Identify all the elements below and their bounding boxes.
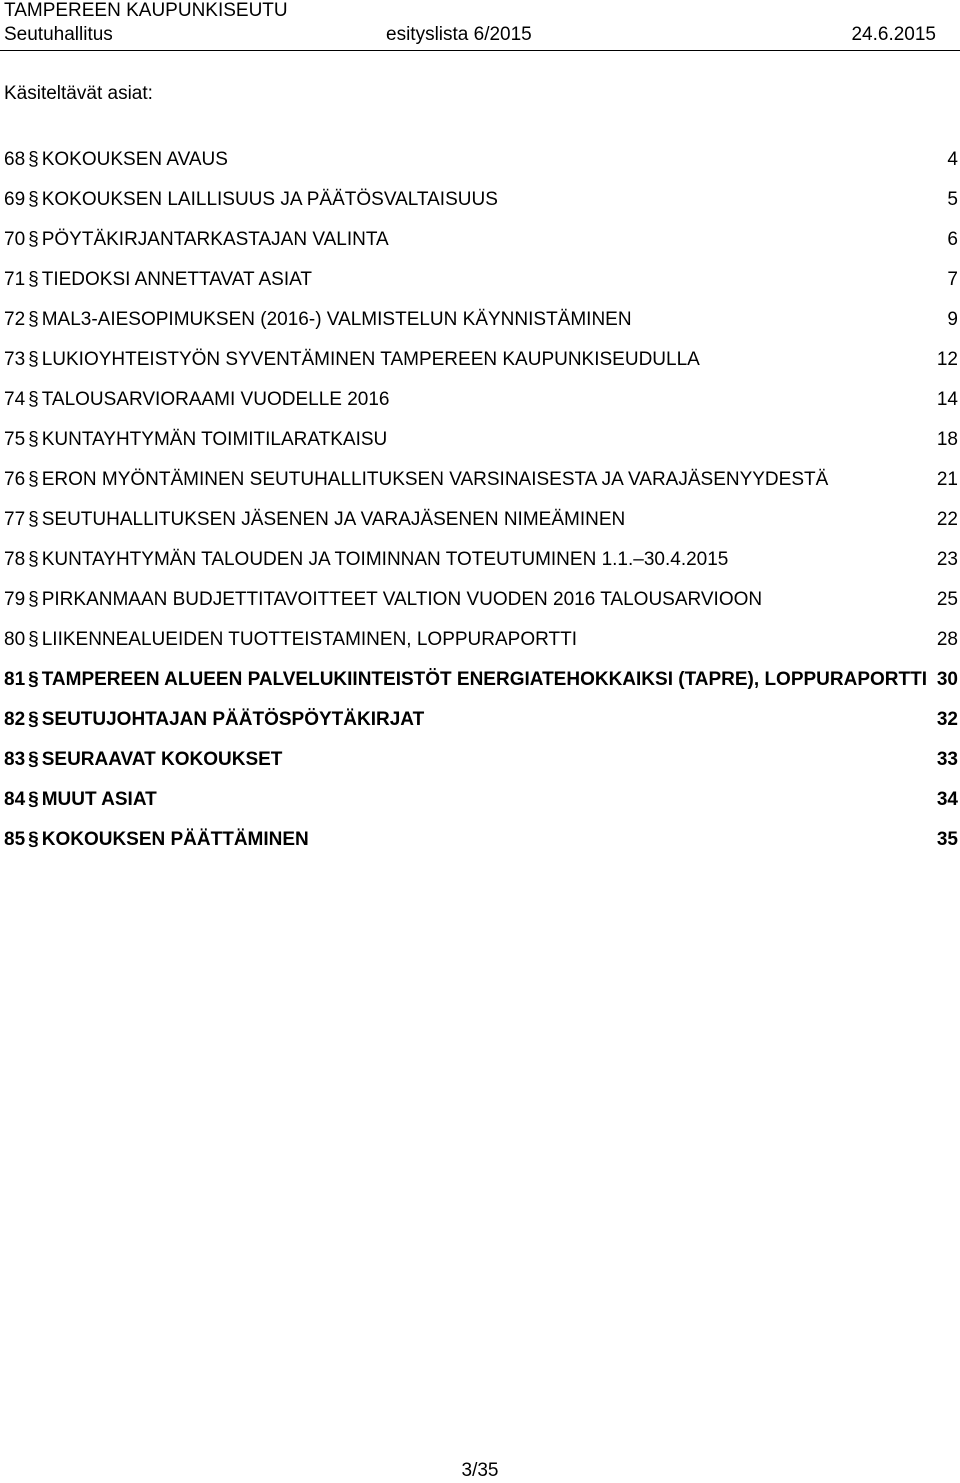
agenda-item[interactable]: [4, 228, 958, 268]
section-symbol: §: [28, 389, 39, 410]
agenda-item-page: 7: [947, 269, 958, 290]
section-symbol: §: [28, 229, 39, 250]
agenda-item[interactable]: [4, 268, 958, 308]
section-symbol: §: [28, 149, 39, 170]
page-header: [4, 0, 936, 48]
section-symbol: §: [28, 509, 39, 530]
agenda-item-title: SEUTUHALLITUKSEN JÄSENEN JA VARAJÄSENEN NIMEÄMINEN: [41, 509, 626, 530]
agenda-item-page: 12: [936, 349, 958, 370]
header-divider: [0, 50, 960, 51]
agenda-item[interactable]: [4, 748, 958, 788]
agenda-item-page: 14: [936, 389, 958, 410]
section-symbol: §: [28, 629, 39, 650]
agenda-item[interactable]: [4, 508, 958, 548]
agenda-item-number: 76: [4, 469, 26, 490]
agenda-item-title: SEUTUJOHTAJAN PÄÄTÖSPÖYTÄKIRJAT: [41, 709, 425, 730]
agenda-item-number: 74: [4, 389, 26, 410]
agenda-item-page: 22: [936, 509, 958, 530]
agenda-item-page: 33: [936, 749, 958, 770]
agenda-item-number: 83: [4, 749, 26, 770]
section-symbol: §: [28, 549, 39, 570]
agenda-item-number: 81: [4, 669, 26, 690]
section-title: Käsiteltävät asiat:: [4, 83, 153, 104]
agenda-item-title: MUUT ASIAT: [41, 789, 157, 810]
agenda-item[interactable]: [4, 668, 958, 708]
agenda-item-number: 71: [4, 269, 26, 290]
agenda-item[interactable]: [4, 588, 958, 628]
agenda-item-number: 79: [4, 589, 26, 610]
section-symbol: §: [28, 829, 39, 850]
agenda-item-page: 18: [936, 429, 958, 450]
agenda-item-number: 68: [4, 149, 26, 170]
section-symbol: §: [28, 469, 39, 490]
agenda-item-title: KOKOUKSEN AVAUS: [41, 149, 228, 170]
agenda-item-page: 28: [936, 629, 958, 650]
agenda-item-number: 78: [4, 549, 26, 570]
unit-name: Seutuhallitus: [4, 24, 113, 45]
agenda-item[interactable]: [4, 348, 958, 388]
header-line-1: [4, 0, 936, 24]
agenda-item-title: LIIKENNEALUEIDEN TUOTTEISTAMINEN, LOPPURAPORTTI: [41, 629, 577, 650]
agenda-item-page: 25: [936, 589, 958, 610]
agenda-item-page: 6: [947, 229, 958, 250]
agenda-item-number: 73: [4, 349, 26, 370]
header-line-2: [4, 24, 936, 48]
agenda-item[interactable]: [4, 828, 958, 868]
section-symbol: §: [28, 749, 39, 770]
agenda-item-number: 82: [4, 709, 26, 730]
agenda-item-title: PÖYTÄKIRJANTARKASTAJAN VALINTA: [41, 229, 389, 250]
agenda-item-page: 34: [936, 789, 958, 810]
agenda-item-page: 5: [947, 189, 958, 210]
agenda-item-number: 77: [4, 509, 26, 530]
section-symbol: §: [28, 309, 39, 330]
agenda-item[interactable]: [4, 188, 958, 228]
agenda-item[interactable]: [4, 788, 958, 828]
section-symbol: §: [28, 789, 39, 810]
section-symbol: §: [28, 589, 39, 610]
agenda-item[interactable]: [4, 468, 958, 508]
page-number: 3/35: [461, 1460, 499, 1481]
section-symbol: §: [28, 349, 39, 370]
organization-name: TAMPEREEN KAUPUNKISEUTU: [4, 0, 288, 21]
section-symbol: §: [28, 269, 39, 290]
agenda-item-page: 4: [947, 149, 958, 170]
agenda-item-title: MAL3-AIESOPIMUKSEN (2016-) VALMISTELUN KÄYNNISTÄMINEN: [41, 309, 632, 330]
section-symbol: §: [28, 669, 39, 690]
agenda-item-title: KUNTAYHTYMÄN TALOUDEN JA TOIMINNAN TOTEUTUMINEN 1.1.–30.4.2015: [41, 549, 729, 570]
section-symbol: §: [28, 429, 39, 450]
agenda-item-title: KOKOUKSEN LAILLISUUS JA PÄÄTÖSVALTAISUUS: [41, 189, 498, 210]
agenda-item-number: 80: [4, 629, 26, 650]
agenda-item-page: 35: [936, 829, 958, 850]
agenda-item[interactable]: [4, 628, 958, 668]
agenda-item-page: 9: [947, 309, 958, 330]
agenda-item[interactable]: [4, 708, 958, 748]
agenda-item-number: 84: [4, 789, 26, 810]
agenda-item-title: PIRKANMAAN BUDJETTITAVOITTEET VALTION VUODEN 2016 TALOUSARVIOON: [41, 589, 763, 610]
agenda-item-title: LUKIOYHTEISTYÖN SYVENTÄMINEN TAMPEREEN KAUPUNKISEUDULLA: [41, 349, 700, 370]
agenda-item-number: 75: [4, 429, 26, 450]
agenda-item-title: TALOUSARVIORAAMI VUODELLE 2016: [41, 389, 390, 410]
agenda-item-title: KUNTAYHTYMÄN TOIMITILARATKAISU: [41, 429, 388, 450]
document-date: 24.6.2015: [851, 24, 936, 45]
section-symbol: §: [28, 709, 39, 730]
agenda-item[interactable]: [4, 308, 958, 348]
agenda-item-title: KOKOUKSEN PÄÄTTÄMINEN: [41, 829, 309, 850]
agenda-item-page: 32: [936, 709, 958, 730]
agenda-list: [4, 148, 958, 868]
document-name: esityslista 6/2015: [386, 24, 532, 45]
agenda-item-page: 30: [936, 669, 958, 690]
agenda-item-number: 72: [4, 309, 26, 330]
agenda-item-page: 21: [936, 469, 958, 490]
agenda-item[interactable]: [4, 148, 958, 188]
agenda-item-number: 70: [4, 229, 26, 250]
agenda-item-number: 85: [4, 829, 26, 850]
agenda-item[interactable]: [4, 548, 958, 588]
section-symbol: §: [28, 189, 39, 210]
agenda-item-number: 69: [4, 189, 26, 210]
agenda-item-page: 23: [936, 549, 958, 570]
agenda-item[interactable]: [4, 428, 958, 468]
agenda-item-title: TIEDOKSI ANNETTAVAT ASIAT: [41, 269, 312, 290]
agenda-item-title: TAMPEREEN ALUEEN PALVELUKIINTEISTÖT ENERGIATEHOKKAIKSI (TAPRE), LOPPURAPORTTI: [41, 669, 927, 690]
agenda-item-title: ERON MYÖNTÄMINEN SEUTUHALLITUKSEN VARSINAISESTA JA VARAJÄSENYYDESTÄ: [41, 469, 829, 490]
agenda-item-title: SEURAAVAT KOKOUKSET: [41, 749, 283, 770]
agenda-item[interactable]: [4, 388, 958, 428]
